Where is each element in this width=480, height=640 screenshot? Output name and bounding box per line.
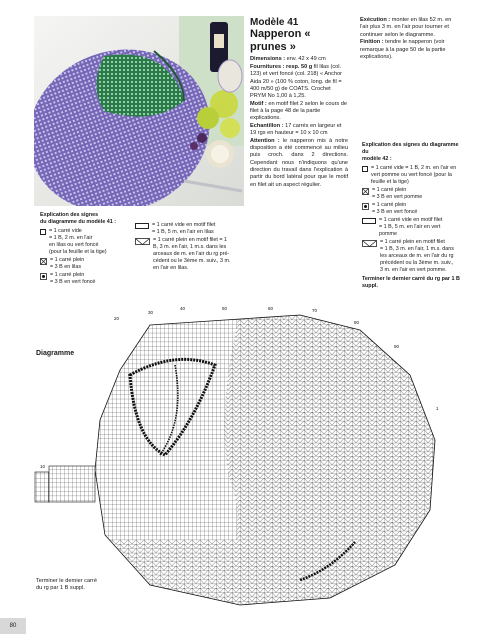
- legend-42-title: Explication des signes du diagramme du modèle 42 :: [362, 142, 459, 163]
- row-number: 1: [436, 406, 439, 411]
- legend-42-item-empty: = 1 carré vide = 1 B, 2 m. en l'air en vert pomme ou vert foncé (pour la feuille et la tige): [362, 165, 462, 186]
- row-number: 80: [354, 320, 360, 325]
- legend-41-filet: [135, 222, 255, 273]
- motif-text: Motif : en motif filet 2 selon le cours de filet à la page 48 de la partie explications.: [250, 100, 348, 122]
- wide-empty-square-icon: [135, 223, 149, 229]
- diagram-label: Diagramme: [36, 350, 75, 357]
- chart-start-tab: [35, 472, 49, 502]
- legend-42-note: Terminer le dernier carré du rg par 1 B suppl.: [362, 276, 460, 290]
- finishing-text: Finition : tendre le napperon (voir remarque à la page 50 de la partie explications).: [360, 39, 446, 60]
- dimensions-text: Dimensions : env. 42 x 49 cm: [250, 56, 326, 63]
- model-41-instructions: [250, 17, 348, 189]
- legend-42-item-filet-filled: = 1 carré plein en motif filet = 1 B, 3 m. en l'air, 1 m.s. dans les arceaux de m. en l'air du rg précédent ou la 3ème m. suiv., 3 m. en l'air en vert pomme.: [362, 239, 462, 274]
- row-number: 90: [394, 344, 400, 349]
- empty-square-icon: [362, 166, 368, 172]
- row-number: 50: [222, 306, 228, 311]
- row-number: 60: [268, 306, 274, 311]
- crossed-square-icon: [40, 258, 47, 268]
- filet-crochet-chart: [0, 280, 480, 620]
- row-number: 70: [312, 308, 318, 313]
- wide-v-square-icon: [362, 240, 377, 250]
- chart-start-block: [49, 466, 95, 502]
- legend-42-item-filled-dark: = 1 carré plein = 3 B en vert foncé: [362, 202, 462, 216]
- wide-v-square-icon: [135, 238, 150, 248]
- row-number: 40: [180, 306, 186, 311]
- page-number: 80: [0, 618, 26, 634]
- supplies-text: Fournitures : resp. 50 g fil lilas (col. 123) et vert foncé (col. 218) « Anchor Aida 20 » (100 % coton, long. de fil = 400 m/50 g) de COATS. Crochet PRYM No 1,00 à 1,25.: [250, 63, 343, 100]
- execution-instructions: [360, 17, 460, 61]
- legend-42-item-filled-apple: = 1 carré plein = 3 B en vert pomme: [362, 187, 462, 201]
- sample-text: Echantillon : 17 carrés en largeur et 19 rgs en hauteur = 10 x 10 cm: [250, 122, 342, 137]
- diagram-end-note: Terminer le dernier carré du rg par 1 B suppl.: [36, 578, 97, 592]
- row-number: 20: [114, 316, 120, 321]
- legend-42: [362, 142, 462, 290]
- legend-41-item-filet-filled: = 1 carré plein en motif filet = 1 B, 3 m. en l'air, 1 m.s. dans les arceaux de m. en l'air du rg pré- cédent ou le 3ème m. suiv., 3 m. en l'air en lilas.: [135, 237, 255, 272]
- model-subtitle: Napperon « prunes »: [250, 28, 311, 54]
- legend-41-item-filled-green: = 1 carré plein = 3 B en vert foncé: [40, 272, 132, 286]
- wide-empty-square-icon: [362, 218, 376, 224]
- legend-41-item-filled-lilac: = 1 carré plein = 3 B en lilas: [40, 257, 132, 271]
- row-number: 30: [148, 310, 154, 315]
- legend-41-title: Explication des signes du diagramme du modèle 41 :: [40, 212, 117, 226]
- legend-42-item-filet-empty: = 1 carré vide en motif filet = 1 B, 5 m. en l'air en vert pomme: [362, 217, 462, 238]
- model-title: Modèle 41: [250, 17, 299, 28]
- execution-text: Exécution : monter en lilas 52 m. en l'air plus 3 m. en l'air pour tourner et continuer selon le diagramme.: [360, 17, 452, 38]
- row-number: 10: [40, 464, 46, 469]
- legend-41-item-empty: = 1 carré vide = 1 B, 2 m. en l'air en lilas ou vert foncé (pour la feuille et la tige): [40, 228, 132, 256]
- empty-square-icon: [40, 229, 46, 235]
- crossed-square-icon: [362, 188, 369, 198]
- dot-square-icon: [362, 203, 369, 213]
- legend-41-item-filet-empty: = 1 carré vide en motif filet = 1 B, 5 m. en l'air en lilas: [135, 222, 255, 236]
- legend-41: [40, 212, 132, 287]
- attention-text: Attention : le napperon mis à notre disposition a été commencé au milieu puis croch. dans 2 directions. Cependant nous n'indiquons qu'une direction du travail dans l'explication à partir du bord latéral pour que le motif en filet ait un aspect régulier.: [250, 137, 348, 188]
- doily-photo: [34, 16, 244, 206]
